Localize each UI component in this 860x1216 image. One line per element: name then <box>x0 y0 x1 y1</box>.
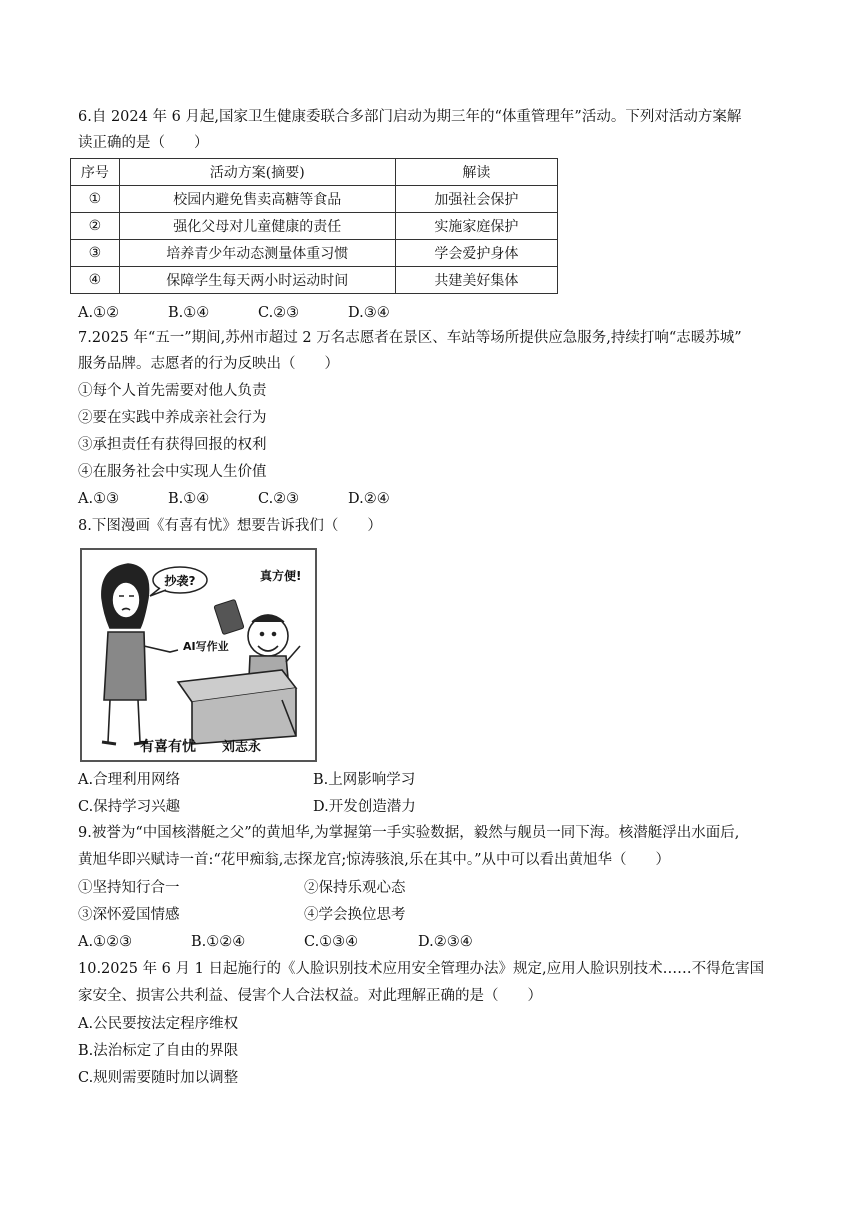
q9-option-b[interactable]: B.①②④ <box>191 934 246 950</box>
q10-stem-line2: 家安全、损害公共利益、侵害个人合法权益。对此理解正确的是（ ） <box>78 988 542 1004</box>
q8-option-d[interactable]: D.开发创造潜力 <box>313 799 416 815</box>
q10-option-c[interactable]: C.规则需要随时加以调整 <box>78 1070 239 1086</box>
q6-option-b[interactable]: B.①④ <box>168 305 210 321</box>
comic-title: 有喜有忧 <box>140 739 196 755</box>
q6-option-d[interactable]: D.③④ <box>348 305 390 321</box>
tablet-icon <box>214 599 244 634</box>
q9-stem-line2: 黄旭华即兴赋诗一首:“花甲痴翁,志探龙宫;惊涛骇浪,乐在其中。”从中可以看出黄旭华（ ） <box>78 852 671 868</box>
q7-option-b[interactable]: B.①④ <box>168 491 210 507</box>
q8-option-c[interactable]: C.保持学习兴趣 <box>78 799 181 815</box>
q8-option-b[interactable]: B.上网影响学习 <box>313 772 416 788</box>
table-cell: 强化父母对儿童健康的责任 <box>119 213 395 240</box>
q9-item-3: ③深怀爱国情感 <box>78 907 180 923</box>
table-cell: 保障学生每天两小时运动时间 <box>119 267 395 294</box>
bubble-left <box>150 567 207 596</box>
q9-option-c[interactable]: C.①③④ <box>304 934 359 950</box>
q7-item-3: ③承担责任有获得回报的权利 <box>78 437 267 453</box>
q6-stem-line1: 6.自 2024 年 6 月起,国家卫生健康委联合多部门启动为期三年的“体重管理年”活动。下列对活动方案解 <box>78 109 742 125</box>
q7-stem-line1: 7.2025 年“五一”期间,苏州市超过 2 万名志愿者在景区、车站等场所提供应急服务,持续打响“志暖苏城” <box>78 330 742 346</box>
q7-item-2: ②要在实践中养成亲社会行为 <box>78 410 267 426</box>
q7-option-c[interactable]: C.②③ <box>258 491 300 507</box>
q8-option-a[interactable]: A.合理利用网络 <box>78 772 181 788</box>
table-header-cell: 解读 <box>395 159 557 186</box>
bubble-right-text: 真方便! <box>260 569 302 583</box>
q6-option-a[interactable]: A.①② <box>78 305 120 321</box>
q10-option-b[interactable]: B.法治标定了自由的界限 <box>78 1043 239 1059</box>
table-cell: 共建美好集体 <box>395 267 557 294</box>
table-row <box>71 240 558 267</box>
q9-item-1: ①坚持知行合一 <box>78 880 180 896</box>
table-cell: 校园内避免售卖高糖等食品 <box>119 186 395 213</box>
table-header-cell: 活动方案(摘要) <box>119 159 395 186</box>
desk <box>178 670 296 744</box>
table-header-cell: 序号 <box>71 159 120 186</box>
comic-image <box>80 548 317 762</box>
q6-stem-line2: 读正确的是（ ） <box>78 135 209 151</box>
q9-option-d[interactable]: D.②③④ <box>418 934 473 950</box>
q7-item-4: ④在服务社会中实现人生价值 <box>78 464 267 480</box>
table-cell: 培养青少年动态测量体重习惯 <box>119 240 395 267</box>
table-cell: ① <box>71 186 120 213</box>
bubble-left-text: 抄袭? <box>164 574 196 588</box>
q7-option-a[interactable]: A.①③ <box>78 491 120 507</box>
comic-drawing <box>82 550 315 760</box>
q6-table <box>70 158 558 294</box>
table-cell: ③ <box>71 240 120 267</box>
q7-stem-line2: 服务品牌。志愿者的行为反映出（ ） <box>78 356 339 372</box>
q10-stem-line1: 10.2025 年 6 月 1 日起施行的《人脸识别技术应用安全管理办法》规定,应用人脸识别技术……不得危害国 <box>78 961 765 977</box>
q9-item-4: ④学会换位思考 <box>304 907 406 923</box>
table-cell: ④ <box>71 267 120 294</box>
table-row <box>71 186 558 213</box>
q10-option-a[interactable]: A.公民要按法定程序维权 <box>78 1016 239 1032</box>
table-cell: 实施家庭保护 <box>395 213 557 240</box>
table-row <box>71 267 558 294</box>
table-cell: 加强社会保护 <box>395 186 557 213</box>
q9-item-2: ②保持乐观心态 <box>304 880 406 896</box>
q6-option-c[interactable]: C.②③ <box>258 305 300 321</box>
table-cell: 学会爱护身体 <box>395 240 557 267</box>
ai-sign-text: AI写作业 <box>183 640 229 653</box>
table-header-row <box>71 159 558 186</box>
q8-stem: 8.下图漫画《有喜有忧》想要告诉我们（ ） <box>78 518 382 534</box>
q7-option-d[interactable]: D.②④ <box>348 491 390 507</box>
comic-author: 刘志永 <box>222 740 262 755</box>
table-row <box>71 213 558 240</box>
q9-stem-line1: 9.被誉为“中国核潜艇之父”的黄旭华,为掌握第一手实验数据，毅然与舰员一同下海。核潜艇浮出水面后, <box>78 825 740 841</box>
q7-item-1: ①每个人首先需要对他人负责 <box>78 383 267 399</box>
table-cell: ② <box>71 213 120 240</box>
q9-option-a[interactable]: A.①②③ <box>78 934 133 950</box>
